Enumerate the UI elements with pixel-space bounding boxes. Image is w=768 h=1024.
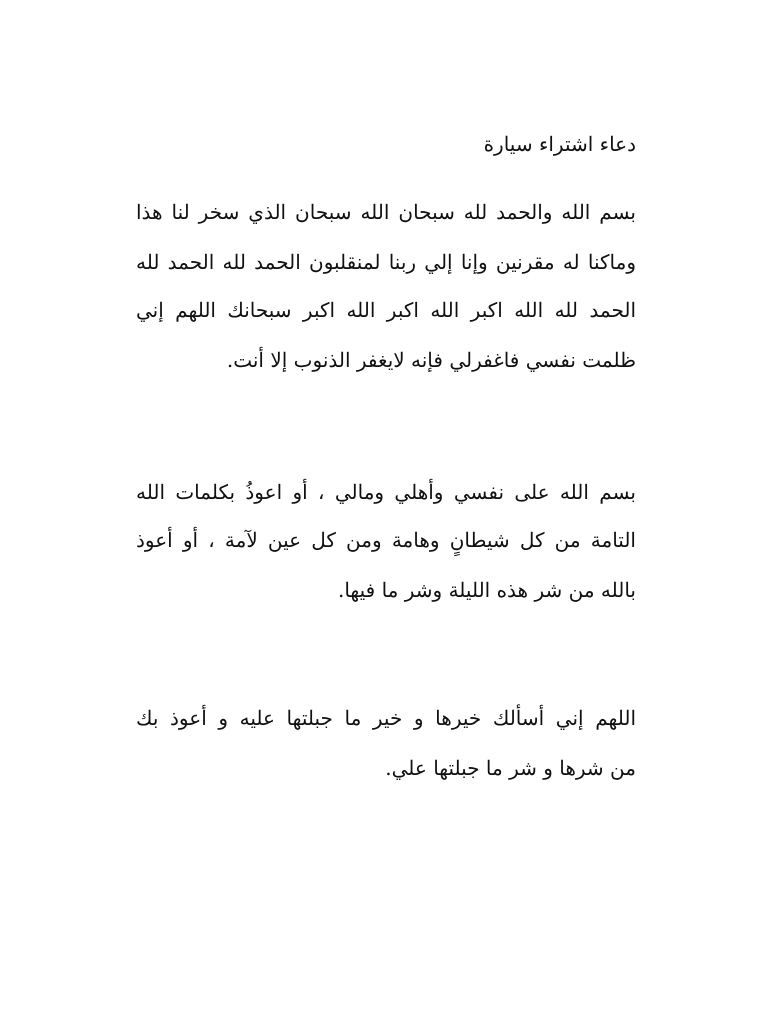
paragraph-line: ظلمت نفسي فاغفرلي فإنه لايغفر الذنوب إلا أنت. bbox=[226, 348, 636, 372]
paragraph-line: التامة من كل شيطانٍ وهامة ومن كل عين لآمة ، أو أعوذ bbox=[136, 528, 636, 552]
paragraph-line: من شرها و شر ما جبلتها علي. bbox=[385, 756, 636, 780]
paragraph-line: بسم الله على نفسي وأهلي ومالي ، أو اعوذُ بكلمات الله bbox=[136, 480, 636, 504]
document-title: دعاء اشتراء سيارة bbox=[483, 132, 636, 156]
paragraph-line: وماكنا له مقرنين وإنا إلي ربنا لمنقلبون الحمد لله الحمد لله bbox=[136, 250, 636, 274]
paragraph-line: اللهم إني أسألك خيرها و خير ما جبلتها عليه و أعوذ بك bbox=[136, 706, 636, 730]
paragraph-line: الحمد لله الله اكبر الله اكبر الله اكبر سبحانك اللهم إني bbox=[136, 298, 636, 322]
paragraph-line: بالله من شر هذه الليلة وشر ما فيها. bbox=[337, 578, 636, 602]
paragraph-line: بسم الله والحمد لله سبحان الله سبحان الذي سخر لنا هذا bbox=[136, 200, 636, 224]
